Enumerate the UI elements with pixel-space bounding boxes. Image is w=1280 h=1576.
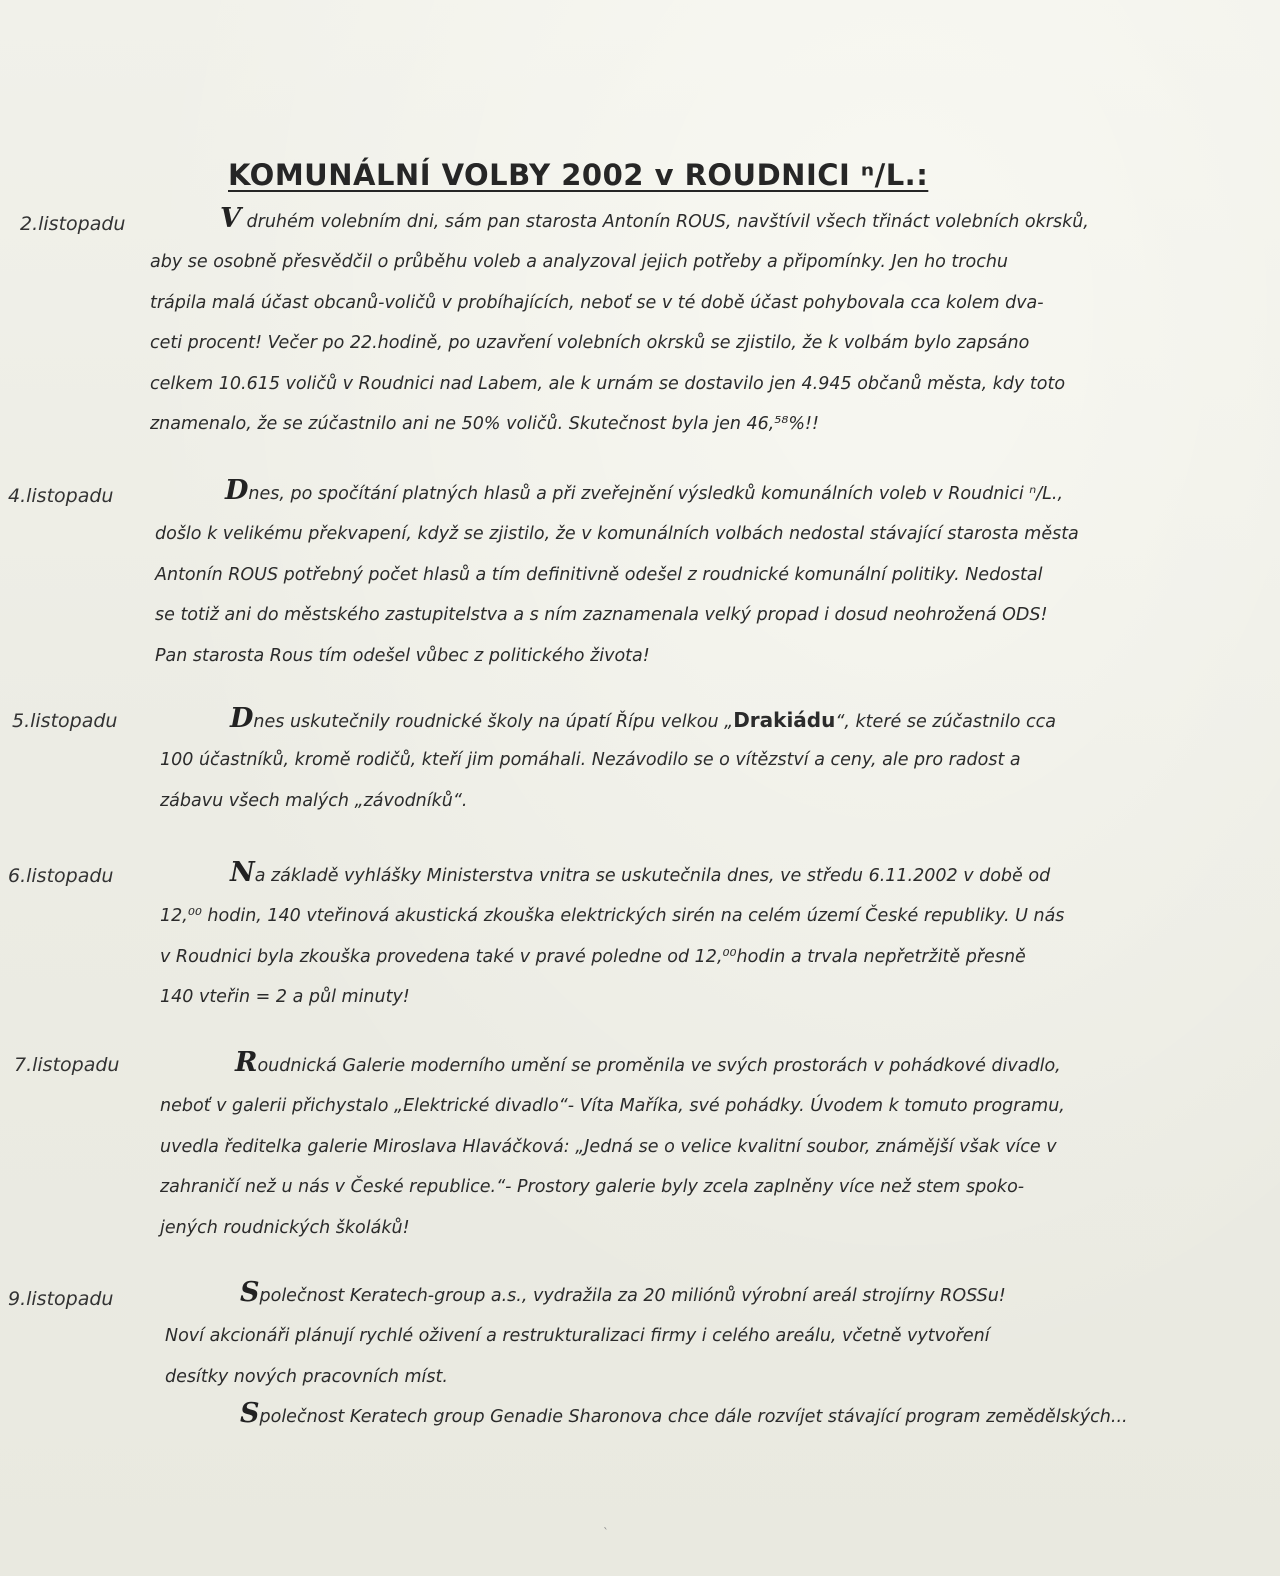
initial-letter: V [220, 203, 241, 234]
entry-text [160, 1046, 1065, 1248]
document-title: KOMUNÁLNÍ VOLBY 2002 v ROUDNICI ⁿ/L.: [228, 158, 929, 192]
initial-letter: S [240, 1398, 260, 1430]
entry-text [160, 700, 1056, 821]
entry-text [150, 202, 1089, 444]
text-line: Noví akcionáři plánují rychlé oživení a restrukturalizaci firmy i celého areálu, včetně vytvoření [165, 1326, 990, 1347]
text-line: zahraničí než u nás v České republice.“- Prostory galerie byly zcela zaplněny více než stem spoko- [160, 1177, 1025, 1198]
initial-letter: D [230, 703, 254, 734]
emphasized-word: Drakiádu [733, 708, 836, 732]
text-line: se totiž ani do městského zastupitelstva a s ním zaznamenala velký propad i dosud neohrožená ODS! [155, 605, 1048, 626]
entry-date: 7.listopadu [14, 1054, 120, 1076]
text-line: 140 vteřin = 2 a půl minuty! [160, 987, 410, 1008]
text-line: jených roudnických školáků! [160, 1217, 410, 1238]
entry-date: 6.listopadu [8, 865, 114, 887]
text-line: zábavu všech malých „závodníků“. [160, 790, 468, 811]
text-line: v Roudnici byla zkouška provedena také v pravé poledne od 12,⁰⁰hodin a trvala nepřetržitě přesně [160, 946, 1026, 967]
text-line: desítky nových pracovních míst. [165, 1366, 448, 1387]
text-line: Na základě vyhlášky Ministerstva vnitra se uskutečnila dnes, ve středu 6.11.2002 v době od [230, 857, 1051, 888]
initial-letter: R [235, 1047, 258, 1078]
text-line: ceti procent! Večer po 22.hodině, po uzavření volebních okrsků se zjistilo, že k volbám bylo zapsáno [150, 333, 1030, 354]
text-line: došlo k velikému překvapení, když se zjistilo, že v komunálních volbách nedostal stávající starosta města [155, 524, 1079, 545]
text-line: Dnes uskutečnily roudnické školy na úpatí Řípu velkou „Drakiádu“, které se zúčastnilo cca [230, 703, 1056, 734]
entry-date: 4.listopadu [8, 485, 114, 507]
text-line: 12,⁰⁰ hodin, 140 vteřinová akustická zkouška elektrických sirén na celém území České republiky. U nás [160, 906, 1065, 927]
text-line: Dnes, po spočítání platných hlasů a při zveřejnění výsledků komunálních voleb v Roudnici ⁿ/L., [225, 475, 1064, 506]
text-line: Pan starosta Rous tím odešel vůbec z politického života! [155, 645, 650, 666]
text-line: V druhém volebním dni, sám pan starosta Antonín ROUS, navštívil všech třináct volebních okrsků, [220, 203, 1089, 234]
text-line: neboť v galerii přichystalo „Elektrické divadlo“- Víta Maříka, své pohádky. Úvodem k tomuto programu, [160, 1096, 1065, 1117]
text-line: trápila malá účast obcanů-voličů v probíhajících, neboť se v té době účast pohybovala cca kolem dva- [150, 292, 1044, 313]
initial-letter: N [230, 857, 255, 888]
text-line: Společnost Keratech-group a.s., vydražila za 20 miliónů výrobní areál strojírny ROSSu! [240, 1277, 1006, 1308]
initial-letter: S [240, 1277, 260, 1308]
text-line: 100 účastníků, kromě rodičů, kteří jim pomáhali. Nezávodilo se o vítězství a ceny, ale pro radost a [160, 750, 1021, 771]
paper-mark: ˋ [603, 1526, 609, 1540]
text-line: Roudnická Galerie moderního umění se proměnila ve svých prostorách v pohádkové divadlo, [235, 1047, 1061, 1078]
text-line: Společnost Keratech group Genadie Sharonova chce dále rozvíjet stávající program zemědělských... [240, 1398, 1128, 1430]
entry-text [155, 474, 1079, 676]
text-line: celkem 10.615 voličů v Roudnici nad Labem, ale k urnám se dostavilo jen 4.945 občanů města, kdy toto [150, 373, 1066, 394]
initial-letter: D [225, 475, 249, 506]
entry-text [165, 1276, 1128, 1438]
text-line: znamenalo, že se zúčastnilo ani ne 50% voličů. Skutečnost byla jen 46,⁵⁸%!! [150, 413, 820, 434]
entry-text [160, 856, 1064, 1018]
entry-date: 2.listopadu [20, 213, 126, 235]
text-line: aby se osobně přesvědčil o průběhu voleb a analyzoval jejich potřeby a připomínky. Jen ho trochu [150, 252, 1009, 273]
text-line: Antonín ROUS potřebný počet hlasů a tím definitivně odešel z roudnické komunální politiky. Nedostal [155, 564, 1043, 585]
entry-date: 5.listopadu [12, 710, 118, 732]
text-line: uvedla ředitelka galerie Miroslava Hlaváčková: „Jedná se o velice kvalitní soubor, známější však více v [160, 1136, 1057, 1157]
entry-date: 9.listopadu [8, 1288, 114, 1310]
